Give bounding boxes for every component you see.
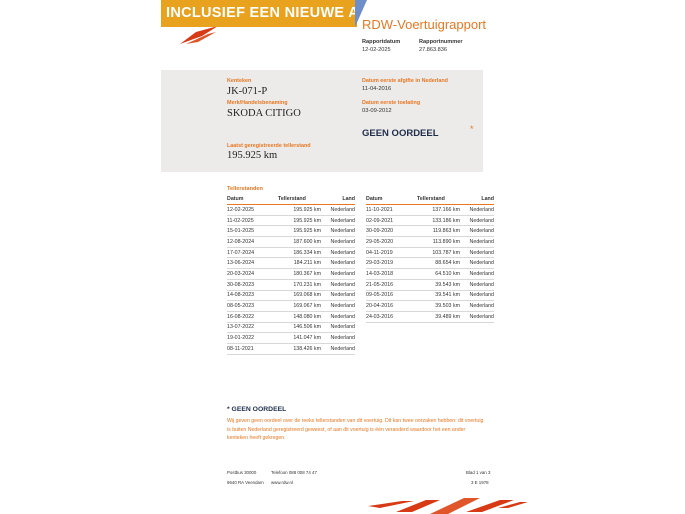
table-row (227, 343, 355, 354)
row-date: 19-01-2022 (227, 333, 274, 344)
make-value: SKODA CITIGO (227, 108, 301, 119)
apk-banner: INCLUSIEF EEN NIEUWE APK (161, 0, 357, 27)
verdict-text: GEEN OORDEEL (362, 128, 439, 139)
row-country: Nederland (466, 205, 494, 216)
row-reading: 146.506 km (274, 322, 327, 333)
row-reading: 39.541 km (413, 290, 466, 301)
make-label: Merk/Handelsbenaming (227, 100, 288, 106)
row-country: Nederland (327, 205, 355, 216)
table-row (227, 258, 355, 269)
table-row (227, 226, 355, 237)
row-date: 14-03-2018 (366, 269, 413, 280)
table-row (227, 322, 355, 333)
row-reading: 195.925 km (274, 226, 327, 237)
row-reading: 148.080 km (274, 311, 327, 322)
row-reading: 113.890 km (413, 237, 466, 248)
table-row (366, 205, 494, 216)
row-country: Nederland (327, 215, 355, 226)
table-row (227, 205, 355, 216)
row-date: 08-11-2021 (227, 343, 274, 354)
row-reading: 64.510 km (413, 269, 466, 280)
row-reading: 170.231 km (274, 279, 327, 290)
row-country: Nederland (327, 301, 355, 312)
footer-address-line2: 9640 RA Veendam (227, 480, 264, 485)
report-number-value: 27.863.836 (419, 47, 447, 53)
row-date: 21-05-2016 (366, 279, 413, 290)
row-country: Nederland (327, 269, 355, 280)
readings-table-right (366, 195, 494, 323)
first-nl-value: 11-04-2016 (362, 86, 392, 92)
row-date: 24-03-2016 (366, 311, 413, 322)
table-row (227, 215, 355, 226)
col-header-date: Datum (227, 195, 274, 205)
table-row (366, 258, 494, 269)
plate-value: JK-071-P (227, 86, 268, 97)
rdw-footer-logo-icon (368, 496, 528, 514)
row-country: Nederland (327, 237, 355, 248)
table-row (227, 290, 355, 301)
row-date: 20-04-2016 (366, 301, 413, 312)
row-date: 12-02-2025 (227, 205, 274, 216)
table-row (366, 279, 494, 290)
row-date: 17-07-2024 (227, 247, 274, 258)
table-row (227, 279, 355, 290)
row-country: Nederland (466, 258, 494, 269)
row-date: 14-08-2023 (227, 290, 274, 301)
col-header-date: Datum (366, 195, 413, 205)
footer-website: www.rdw.nl (271, 480, 293, 485)
row-date: 30-08-2023 (227, 279, 274, 290)
footer-address-line1: Postbus 30000 (227, 470, 257, 475)
footer-code: 3 E 1978 (471, 480, 489, 485)
table-row (366, 311, 494, 322)
table-row (366, 290, 494, 301)
row-date: 09-05-2016 (366, 290, 413, 301)
table-row (366, 247, 494, 258)
row-country: Nederland (466, 226, 494, 237)
row-country: Nederland (327, 279, 355, 290)
row-date: 13-06-2024 (227, 258, 274, 269)
col-header-reading: Tellerstand (274, 195, 327, 205)
row-country: Nederland (466, 215, 494, 226)
row-date: 11-10-2021 (366, 205, 413, 216)
row-date: 08-05-2023 (227, 301, 274, 312)
report-date-label: Rapportdatum (362, 39, 401, 45)
row-country: Nederland (327, 343, 355, 354)
row-date: 04-11-2019 (366, 247, 413, 258)
row-country: Nederland (466, 290, 494, 301)
row-country: Nederland (327, 333, 355, 344)
table-row (366, 226, 494, 237)
row-reading: 169.067 km (274, 301, 327, 312)
table-row (227, 311, 355, 322)
table-row (366, 301, 494, 312)
row-reading: 39.489 km (413, 311, 466, 322)
table-row (227, 269, 355, 280)
row-country: Nederland (327, 290, 355, 301)
row-date: 20-03-2024 (227, 269, 274, 280)
row-date: 30-09-2020 (366, 226, 413, 237)
row-country: Nederland (466, 269, 494, 280)
row-reading: 119.863 km (413, 226, 466, 237)
row-date: 11-02-2025 (227, 215, 274, 226)
row-reading: 39.503 km (413, 301, 466, 312)
row-date: 29-05-2020 (366, 237, 413, 248)
table-row (227, 301, 355, 312)
col-header-reading: Tellerstand (413, 195, 466, 205)
row-reading: 180.367 km (274, 269, 327, 280)
table-row (366, 237, 494, 248)
report-title: RDW-Voertuigrapport (362, 17, 487, 32)
table-row (227, 237, 355, 248)
row-country: Nederland (466, 301, 494, 312)
row-country: Nederland (466, 237, 494, 248)
row-reading: 137.166 km (413, 205, 466, 216)
table-row (366, 215, 494, 226)
readings-section-title: Tellerstanden (227, 186, 263, 192)
row-date: 29-03-2019 (366, 258, 413, 269)
first-nl-label: Datum eerste afgifte in Nederland (362, 78, 448, 84)
row-country: Nederland (327, 311, 355, 322)
row-reading: 133.186 km (413, 215, 466, 226)
row-country: Nederland (466, 279, 494, 290)
table-row (227, 247, 355, 258)
row-date: 12-08-2024 (227, 237, 274, 248)
row-country: Nederland (466, 247, 494, 258)
footer-page-number: Blad 1 van 3 (466, 470, 491, 475)
row-country: Nederland (327, 322, 355, 333)
odometer-label: Laatst geregistreerde tellerstand (227, 143, 311, 149)
row-reading: 195.925 km (274, 215, 327, 226)
row-reading: 88.654 km (413, 258, 466, 269)
row-country: Nederland (327, 247, 355, 258)
table-row (366, 269, 494, 280)
plate-label: Kenteken (227, 78, 252, 84)
footer-phone: Telefoon 088 008 74 47 (271, 470, 317, 475)
row-reading: 186.334 km (274, 247, 327, 258)
row-date: 16-08-2022 (227, 311, 274, 322)
row-reading: 39.543 km (413, 279, 466, 290)
row-country: Nederland (327, 258, 355, 269)
note-heading: * GEEN OORDEEL (227, 406, 287, 413)
row-date: 15-01-2025 (227, 226, 274, 237)
report-date-value: 12-02-2025 (362, 47, 391, 53)
row-reading: 138.426 km (274, 343, 327, 354)
table-row (227, 333, 355, 344)
col-header-country: Land (466, 195, 494, 205)
vehicle-summary-panel (161, 70, 483, 172)
first-admission-label: Datum eerste toelating (362, 100, 421, 106)
report-number-label: Rapportnummer (419, 39, 463, 45)
row-country: Nederland (327, 226, 355, 237)
col-header-country: Land (327, 195, 355, 205)
note-text: Wij geven geen oordeel over de reeks tellerstanden van dit voertuig. Dit kan twee oorzaken hebben: dit voertuig is buiten Nederland geregistreerd geweest, of aan dit voertuig is één veranderd waardoor het een ander kenteken heeft gekregen. (227, 418, 484, 441)
row-country: Nederland (466, 311, 494, 322)
odometer-value: 195.925 km (227, 150, 278, 161)
row-reading: 103.787 km (413, 247, 466, 258)
row-reading: 184.211 km (274, 258, 327, 269)
row-reading: 195.925 km (274, 205, 327, 216)
first-admission-value: 03-09-2012 (362, 108, 392, 114)
row-reading: 141.047 km (274, 333, 327, 344)
row-date: 13-07-2022 (227, 322, 274, 333)
row-reading: 169.068 km (274, 290, 327, 301)
readings-table-left (227, 195, 355, 355)
verdict-asterisk: * (470, 124, 474, 134)
row-reading: 187.600 km (274, 237, 327, 248)
row-date: 02-09-2021 (366, 215, 413, 226)
